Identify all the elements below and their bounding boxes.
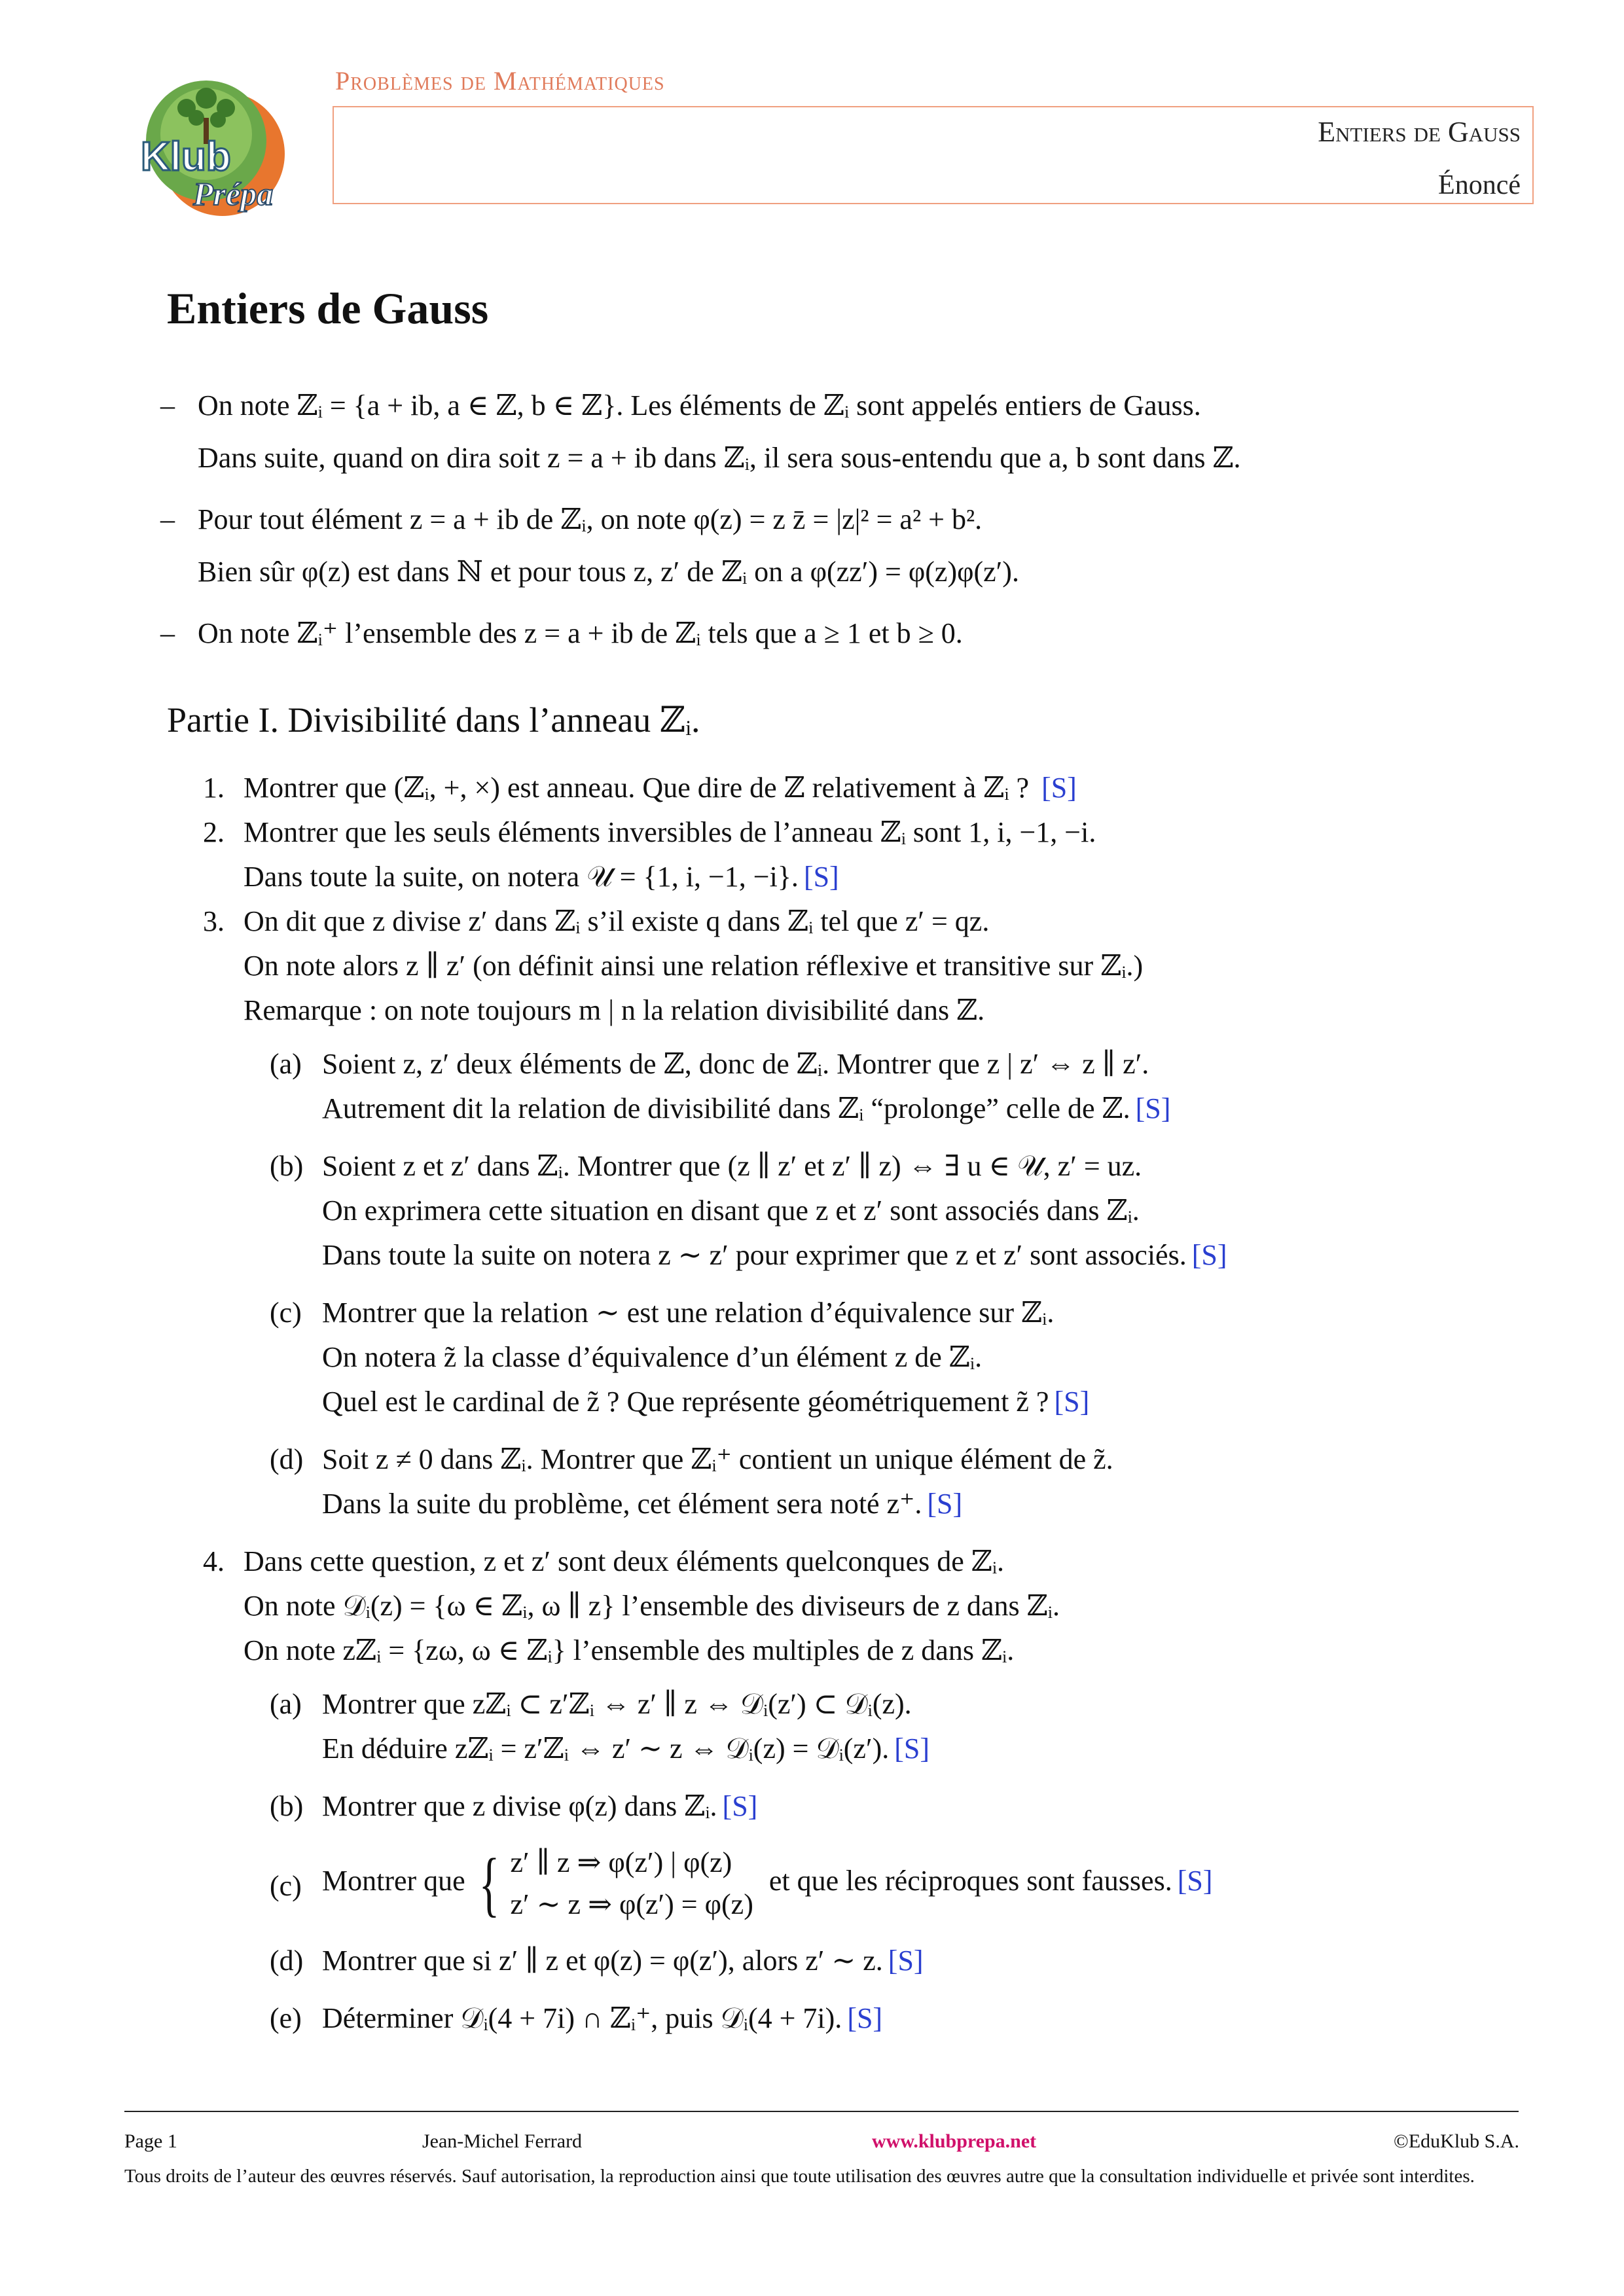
subquestion-label: (c)	[270, 1870, 302, 1902]
subquestion-3a	[270, 1042, 1506, 1131]
solution-link[interactable]: [S]	[894, 1732, 930, 1765]
subquestion-3b	[270, 1144, 1506, 1278]
site-link[interactable]: www.klubprepa.net	[872, 2130, 1037, 2152]
subquestion-text: Soient z et z′ dans ℤᵢ. Montrer que (z ∥ z′ et z′ ∥ z) ⇔ ∃ u ∈ 𝒰, z′ = uz.	[322, 1150, 1142, 1182]
subquestion-label: (d)	[270, 1443, 304, 1475]
dash: –	[160, 503, 175, 535]
solution-link[interactable]: [S]	[722, 1790, 758, 1822]
solution-link[interactable]: [S]	[1041, 772, 1077, 804]
system-line: z′ ∼ z ⇒ φ(z′) = φ(z)	[510, 1888, 753, 1920]
topic-label: Entiers de Gauss	[1318, 116, 1521, 148]
question-text: On dit que z divise z′ dans ℤᵢ s’il existe q dans ℤᵢ tel que z′ = qz.	[244, 905, 990, 937]
question-text: On note zℤᵢ = {zω, ω ∈ ℤᵢ} l’ensemble des multiples de z dans ℤᵢ.	[244, 1634, 1015, 1666]
question-text: Dans cette question, z et z′ sont deux éléments quelconques de ℤᵢ.	[244, 1545, 1005, 1577]
header-box	[333, 106, 1534, 204]
subquestion-text: On exprimera cette situation en disant que z et z′ sont associés dans ℤᵢ.	[322, 1194, 1140, 1227]
solution-link[interactable]: [S]	[1177, 1865, 1213, 1897]
subquestion-4b	[270, 1784, 1506, 1829]
question-text: Remarque : on note toujours m | n la relation divisibilité dans ℤ.	[244, 994, 985, 1026]
doc-type-label: Énoncé	[1438, 170, 1521, 200]
question-number: 4.	[203, 1545, 225, 1577]
left-brace: {	[478, 1844, 499, 1924]
svg-text:Prépa: Prépa	[193, 175, 274, 212]
subquestion-label: (d)	[270, 1945, 304, 1977]
page-number: Page 1	[124, 2130, 177, 2152]
solution-link[interactable]: [S]	[803, 861, 839, 893]
question-4	[196, 1539, 1506, 2041]
question-number: 1.	[203, 772, 225, 804]
rights-notice: Tous droits de l’auteur des œuvres réservés. Sauf autorisation, la reproduction ainsi que toute utilisation des œuvres autre que la consultation individuelle et privée sont interdites.	[124, 2166, 1475, 2187]
subquestion-text: En déduire zℤᵢ = z′ℤᵢ ⇔ z′ ∼ z ⇔ 𝒟ᵢ(z) = 𝒟ᵢ(z′).	[322, 1732, 890, 1765]
subquestion-text: Autrement dit la relation de divisibilité dans ℤᵢ “prolonge” celle de ℤ.	[322, 1092, 1130, 1124]
subquestion-text: Montrer que la relation ∼ est une relation d’équivalence sur ℤᵢ.	[322, 1297, 1055, 1329]
question-text: On note 𝒟ᵢ(z) = {ω ∈ ℤᵢ, ω ∥ z} l’ensemble des diviseurs de z dans ℤᵢ.	[244, 1590, 1060, 1622]
subquestion-text: Dans la suite du problème, cet élément sera noté z⁺.	[322, 1488, 922, 1520]
svg-text:Klub: Klub	[141, 134, 231, 179]
question-number: 3.	[203, 905, 225, 937]
subquestion-text: On notera z̃ la classe d’équivalence d’un élément z de ℤᵢ.	[322, 1341, 983, 1373]
copyright: ©EduKlub S.A.	[1394, 2130, 1519, 2152]
subquestion-label: (b)	[270, 1150, 304, 1182]
author-name: Jean-Michel Ferrard	[422, 2130, 583, 2152]
subquestion-4c	[270, 1842, 1506, 1926]
questions	[196, 766, 1506, 2054]
intro-item	[157, 380, 1499, 484]
subquestion-label: (c)	[270, 1297, 302, 1329]
question-1	[196, 766, 1506, 810]
subquestion-label: (a)	[270, 1688, 302, 1720]
subquestion-text: Montrer que si z′ ∥ z et φ(z) = φ(z′), alors z′ ∼ z.	[322, 1945, 883, 1977]
question-text: Dans toute la suite, on notera 𝒰 = {1, i, −1, −i}.	[244, 861, 799, 893]
footer-rule	[124, 2111, 1519, 2112]
solution-link[interactable]: [S]	[1135, 1092, 1171, 1124]
subquestion-4d	[270, 1939, 1506, 1983]
solution-link[interactable]: [S]	[1054, 1386, 1090, 1418]
subquestion-text: Dans toute la suite on notera z ∼ z′ pour exprimer que z et z′ sont associés.	[322, 1239, 1187, 1271]
system-line: z′ ∥ z ⇒ φ(z′) | φ(z)	[510, 1846, 732, 1878]
solution-link[interactable]: [S]	[927, 1488, 963, 1520]
solution-link[interactable]: [S]	[888, 1945, 924, 1977]
subquestion-label: (e)	[270, 2002, 302, 2034]
subquestion-4a	[270, 1682, 1506, 1771]
question-number: 2.	[203, 816, 225, 848]
page-title: Entiers de Gauss	[167, 283, 489, 333]
intro-line: On note ℤᵢ⁺ l’ensemble des z = a + ib de ℤᵢ tels que a ≥ 1 et b ≥ 0.	[198, 617, 963, 649]
solution-link[interactable]: [S]	[1191, 1239, 1227, 1271]
subquestion-text: Montrer que zℤᵢ ⊂ z′ℤᵢ ⇔ z′ ∥ z ⇔ 𝒟ᵢ(z′) ⊂ 𝒟ᵢ(z).	[322, 1688, 912, 1720]
intro-line: Bien sûr φ(z) est dans ℕ et pour tous z, z′ de ℤᵢ on a φ(zz′) = φ(z)φ(z′).	[198, 556, 1019, 588]
question-3	[196, 899, 1506, 1526]
subquestion-label: (a)	[270, 1048, 302, 1080]
solution-link[interactable]: [S]	[847, 2002, 883, 2034]
intro-line: Pour tout élément z = a + ib de ℤᵢ, on note φ(z) = z z̄ = |z|² = a² + b².	[198, 503, 983, 535]
subquestion-text: Soit z ≠ 0 dans ℤᵢ. Montrer que ℤᵢ⁺ contient un unique élément de z̃.	[322, 1443, 1113, 1475]
subquestion-3d	[270, 1437, 1506, 1526]
klubprepa-logo	[115, 62, 314, 226]
subquestion-text: Déterminer 𝒟ᵢ(4 + 7i) ∩ ℤᵢ⁺, puis 𝒟ᵢ(4 + 7i).	[322, 2002, 842, 2034]
subquestion-text: et que les réciproques sont fausses.	[768, 1865, 1172, 1897]
intro-line: Dans suite, quand on dira soit z = a + ib dans ℤᵢ, il sera sous-entendu que a, b sont dans ℤ.	[198, 442, 1241, 474]
implication-system	[511, 1842, 753, 1926]
dash: –	[160, 389, 175, 422]
dash: –	[160, 617, 175, 649]
subquestion-text: Soient z, z′ deux éléments de ℤ, donc de ℤᵢ. Montrer que z | z′ ⇔ z ∥ z′.	[322, 1048, 1149, 1080]
question-text: Montrer que les seuls éléments inversibles de l’anneau ℤᵢ sont 1, i, −1, −i.	[244, 816, 1096, 848]
question-2	[196, 810, 1506, 899]
subquestion-3c	[270, 1291, 1506, 1424]
intro-item	[157, 607, 1499, 660]
subquestion-text: Montrer que	[322, 1865, 465, 1897]
subquestion-label: (b)	[270, 1790, 304, 1822]
question-text: On note alors z ∥ z′ (on définit ainsi une relation réflexive et transitive sur ℤᵢ.)	[244, 950, 1144, 982]
question-text: Montrer que (ℤᵢ, +, ×) est anneau. Que dire de ℤ relativement à ℤᵢ ?	[244, 772, 1030, 804]
series-title: Problèmes de Mathématiques	[335, 66, 665, 96]
section-heading: Partie I. Divisibilité dans l’anneau ℤᵢ.	[167, 700, 700, 740]
intro-item	[157, 493, 1499, 598]
subquestion-text: Quel est le cardinal de z̃ ? Que représente géométriquement z̃ ?	[322, 1386, 1049, 1418]
intro-list	[157, 380, 1499, 669]
subquestion-4e	[270, 1996, 1506, 2041]
subquestion-text: Montrer que z divise φ(z) dans ℤᵢ.	[322, 1790, 717, 1822]
intro-line: On note ℤᵢ = {a + ib, a ∈ ℤ, b ∈ ℤ}. Les éléments de ℤᵢ sont appelés entiers de Gauss.	[198, 389, 1201, 422]
